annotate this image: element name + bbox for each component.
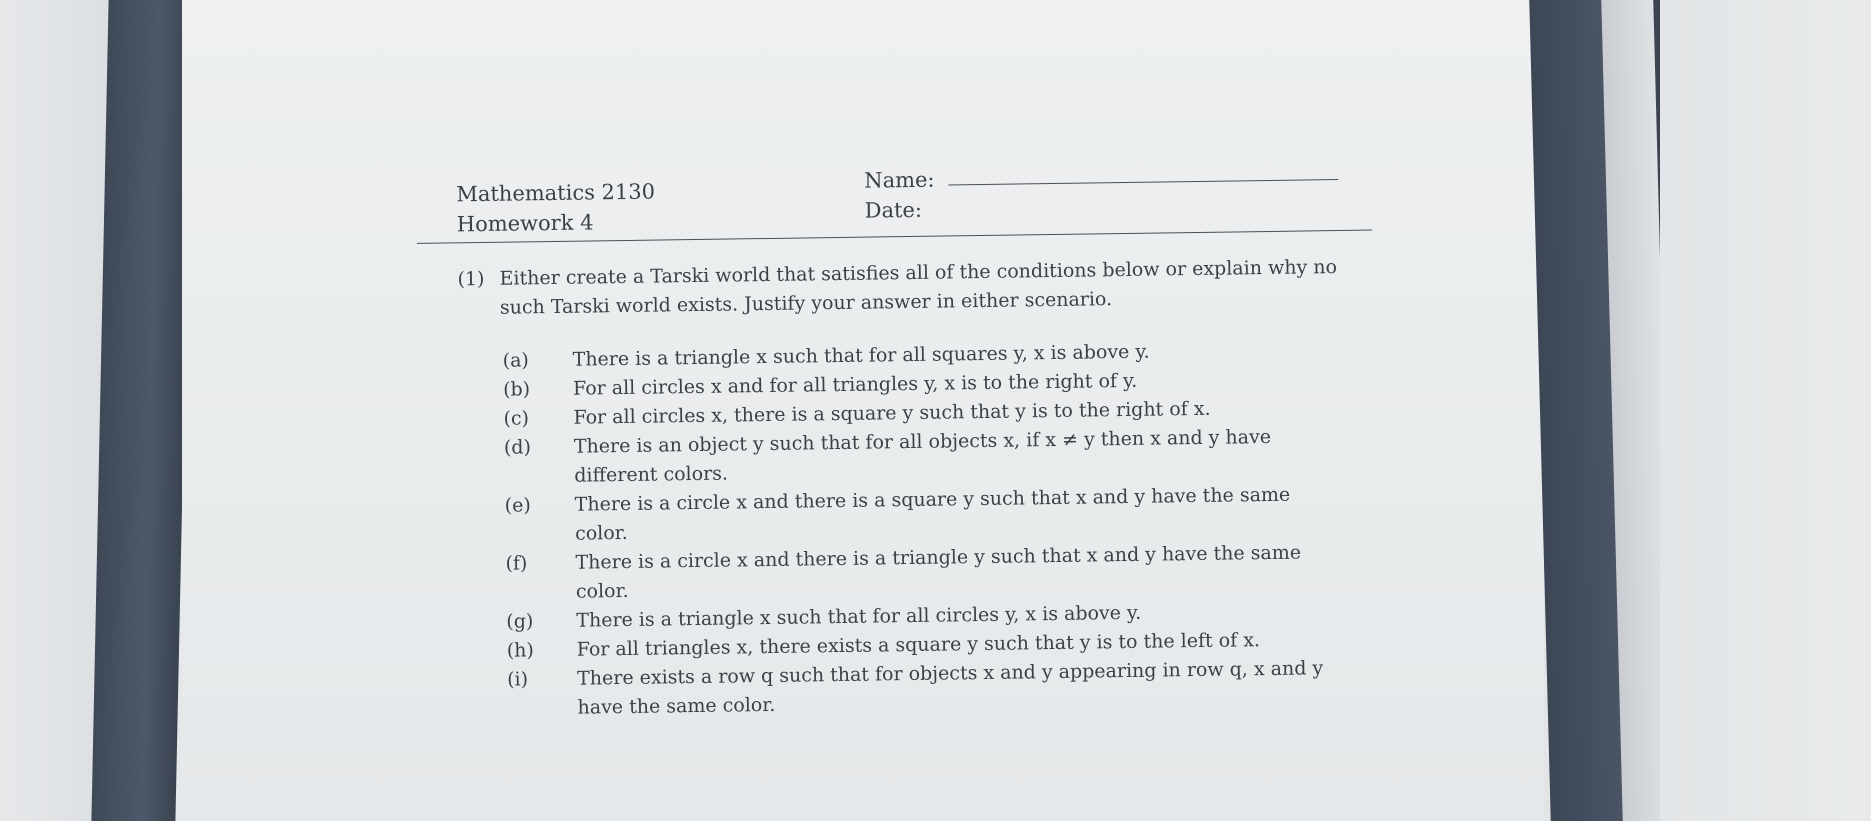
problem-statement: Either create a Tarski world that satisfies all of the conditions below or explain why no such Tarski world exists. Justify your answer in either scenario. [499, 256, 1338, 319]
assignment-title: Homework 4 [456, 210, 594, 237]
item-label: (g) [506, 610, 534, 633]
item-text: There is a circle x and there is a square y such that x and y have the same color. [574, 483, 1291, 545]
item-text: There exists a row q such that for objects x and y appearing in row q, x and y have the same color. [576, 657, 1324, 719]
item-label: (f) [505, 552, 528, 575]
item-label: (a) [502, 349, 530, 372]
course-title: Mathematics 2130 [456, 179, 656, 207]
item-text: For all triangles x, there exists a square y such that y is to the left of x. [576, 629, 1261, 661]
item-text: There is a triangle x such that for all circles y, x is above y. [576, 601, 1142, 632]
item-label: (d) [503, 436, 532, 459]
item-text: There is a circle x and there is a triangle y such that x and y have the same color. [575, 541, 1302, 603]
date-label: Date: [864, 197, 923, 223]
course-header [456, 177, 655, 240]
item-label: (i) [507, 668, 529, 691]
student-info [864, 165, 935, 226]
item-label: (b) [502, 378, 531, 401]
item-text: There is a triangle x such that for all squares y, x is above y. [572, 340, 1150, 371]
item-text: For all circles x and for all triangles y, x is to the right of y. [572, 369, 1138, 400]
item-label: (e) [504, 494, 531, 517]
item-text: For all circles x, there is a square y such that y is to the right of x. [573, 397, 1211, 429]
list-item [507, 654, 1338, 724]
condition-list [503, 335, 1338, 724]
name-label: Name: [864, 167, 935, 193]
problem-number: (1) [457, 267, 485, 291]
item-label: (h) [506, 639, 534, 662]
tablet-bezel-left [91, 0, 192, 821]
item-label: (c) [503, 407, 530, 430]
background-right [1660, 0, 1871, 821]
item-text: There is an object y such that for all objects x, if x ≠ y then x and y have different colors. [573, 425, 1272, 487]
